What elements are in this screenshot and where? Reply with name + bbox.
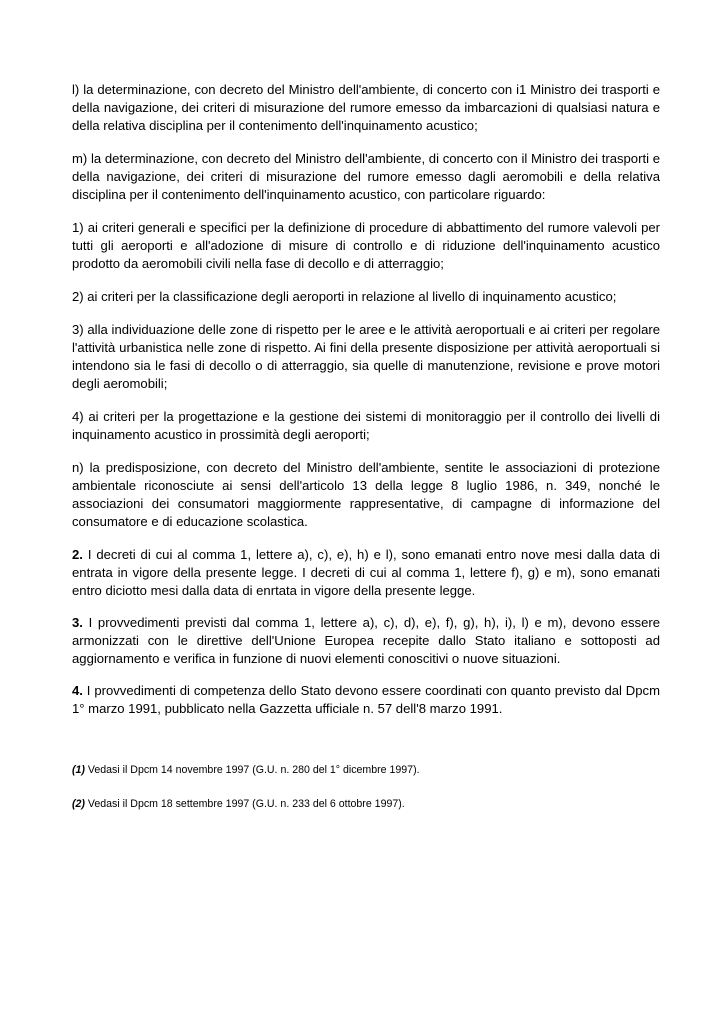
comma-text: I decreti di cui al comma 1, lettere a), c), e), h) e l), sono emanati entro nove mesi dalla data di entrata in vigore della presente legge. I decreti di cui al comma 1, lettere f), g) e m), sono emanati entro diciotto mesi dalla data di enrtata in vigore della presente legge. <box>72 547 660 598</box>
document-page <box>72 81 660 831</box>
footnote-ref: (2) <box>72 798 85 810</box>
footnote-1 <box>72 763 660 777</box>
footnote-text: Vedasi il Dpcm 14 novembre 1997 (G.U. n. 280 del 1° dicembre 1997). <box>84 764 420 776</box>
paragraph-m-3: 3) alla individuazione delle zone di rispetto per le aree e le attività aeroportuali e ai criteri per regolare l'attività urbanistica nelle zone di rispetto. Ai fini della presente disposizione per attività aeroportuali si intendono sia le fasi di decollo o di atterraggio, sia quelle di manutenzione, revisione e prove motori degli aeromobili; <box>72 322 660 391</box>
comma-2 <box>72 546 660 600</box>
paragraph-l: l) la determinazione, con decreto del Ministro dell'ambiente, di concerto con i1 Ministro dei trasporti e della navigazione, dei criteri di misurazione del rumore emesso da imbarcazioni di qualsiasi natura e della relativa disciplina per il contenimento dell'inquinamento acustico; <box>72 82 660 133</box>
paragraph-m-4: 4) ai criteri per la progettazione e la gestione dei sistemi di monitoraggio per il controllo dei livelli di inquinamento acustico in prossimità degli aeroporti; <box>72 409 660 442</box>
paragraph-m-2: 2) ai criteri per la classificazione degli aeroporti in relazione al livello di inquinamento acustico; <box>72 289 617 304</box>
comma-number: 4. <box>72 683 83 698</box>
footnote-text: Vedasi il Dpcm 18 settembre 1997 (G.U. n. 233 del 6 ottobre 1997). <box>84 798 405 810</box>
paragraph-n: n) la predisposizione, con decreto del Ministro dell'ambiente, sentite le associazioni di protezione ambientale riconosciute ai sensi dell'articolo 13 della legge 8 luglio 1986, n. 349, nonché le associazioni dei consumatori maggiormente rappresentative, di campagne di informazione del consumatore e di educazione scolastica. <box>72 460 660 529</box>
comma-text: I provvedimenti previsti dal comma 1, lettere a), c), d), e), f), g), h), i), l) e m), devono essere armonizzati con le direttive dell'Unione Europea recepite dallo Stato italiano e sottoposti ad aggiornamento e verifica in funzione di nuovi elementi conoscitivi o nuove situazioni. <box>72 615 660 666</box>
paragraph-m-1: 1) ai criteri generali e specifici per la definizione di procedure di abbattimento del rumore valevoli per tutti gli aeroporti e all'adozione di misure di controllo e di riduzione dell'inquinamento acustico prodotto da aeromobili civili nella fase di decollo e di atterraggio; <box>72 220 660 271</box>
footnote-ref: (1) <box>72 764 85 776</box>
footnote-2 <box>72 797 660 811</box>
comma-3 <box>72 614 660 668</box>
comma-number: 2. <box>72 547 83 562</box>
footnotes <box>72 763 660 811</box>
comma-4 <box>72 682 660 718</box>
paragraph-m: m) la determinazione, con decreto del Ministro dell'ambiente, di concerto con il Ministro dei trasporti e della navigazione, dei criteri di misurazione del rumore emesso dagli aeromobili e della relativa disciplina per il contenimento dell'inquinamento acustico, con particolare riguardo: <box>72 151 660 202</box>
comma-text: I provvedimenti di competenza dello Stato devono essere coordinati con quanto previsto dal Dpcm 1° marzo 1991, pubblicato nella Gazzetta ufficiale n. 57 dell'8 marzo 1991. <box>72 683 660 716</box>
comma-number: 3. <box>72 615 83 630</box>
